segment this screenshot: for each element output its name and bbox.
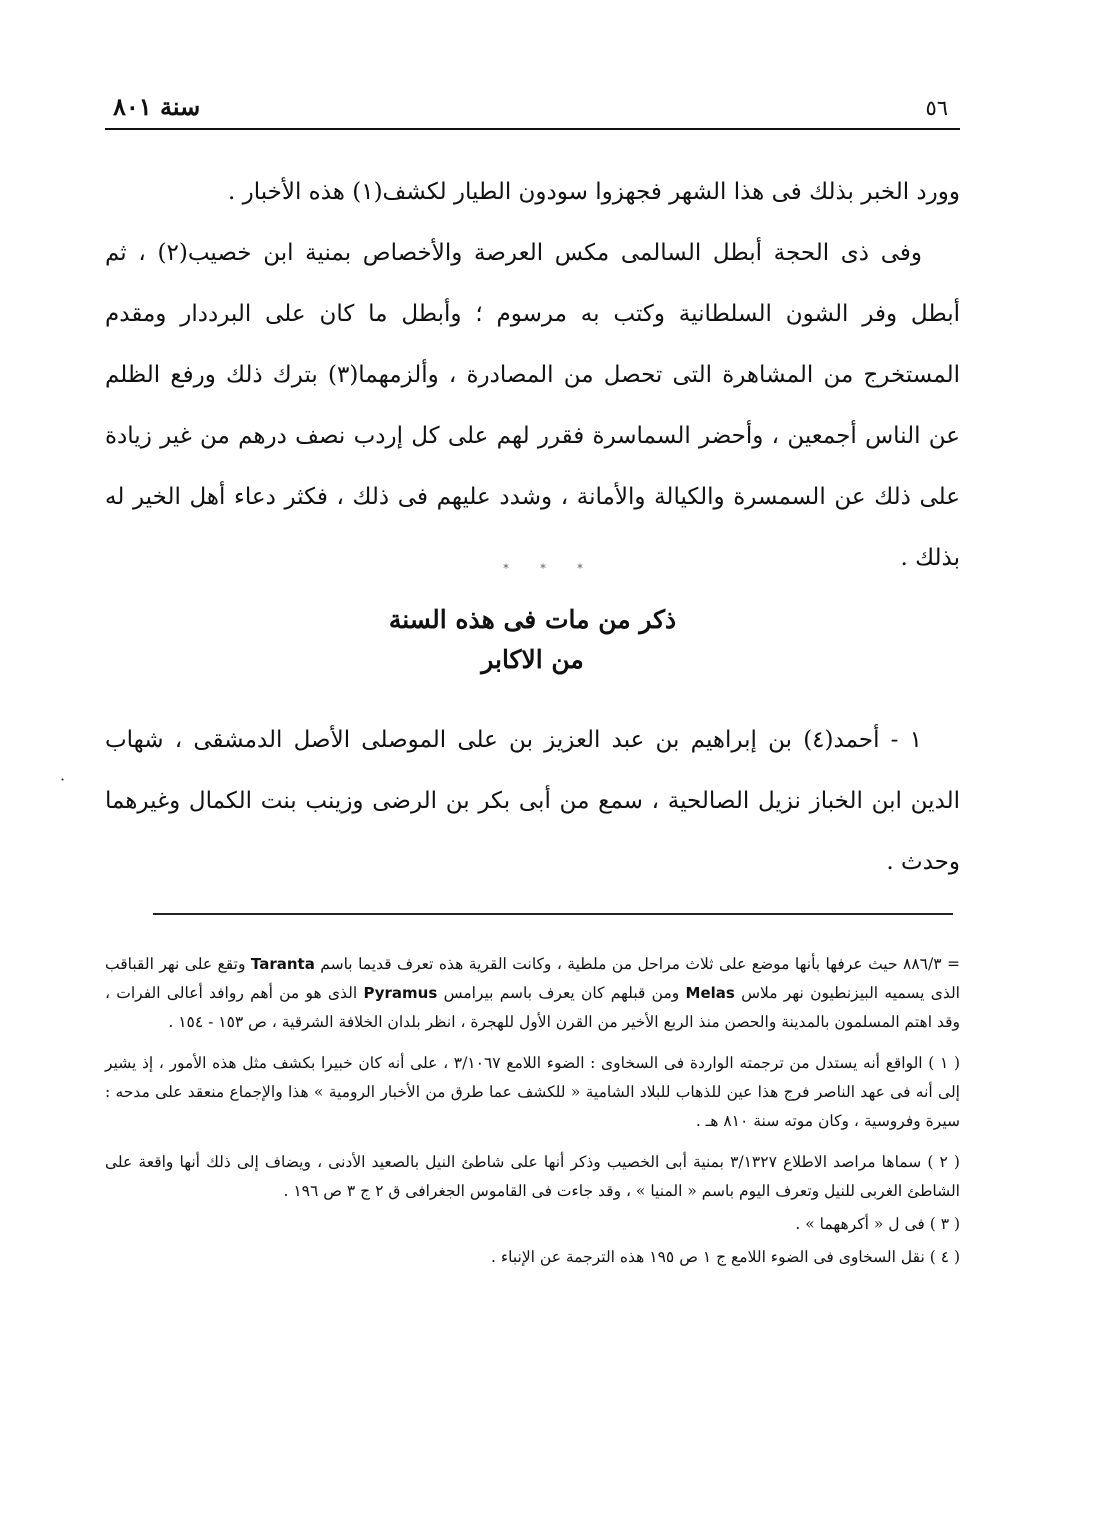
section-heading	[105, 600, 960, 680]
latin-term: Melas	[685, 984, 735, 1002]
section-divider-stars: * * *	[503, 562, 597, 575]
section-title-line: من الاكابر	[481, 645, 584, 674]
running-header	[105, 92, 948, 126]
footnote-text: ومن قبلهم كان يعرف باسم بيرامس	[443, 984, 680, 1002]
footnote: ( ٢ ) سماها مراصد الاطلاع ٣/١٣٢٧ بمنية أبى الخصيب وذكر أنها على شاطئ النيل بالصعيد الأدنى ، ويضاف إلى ذلك أنها واقعة على الشاطئ الغربى للنيل وتعرف اليوم باسم « المنيا » ، وقد جاءت فى القاموس الجغرافى ق ٢ ج ٣ ص ١٩٦ .	[105, 1153, 960, 1200]
footnote-text: الذى هو من أهم روافد أعالى الفرات ، وقد اهتم المسلمون بالمدينة والحصن منذ الربع الأخير من القرن الأول للهجرة ، انظر بلدان الخلافة الشرقية ، ص ١٥٣ - ١٥٤ .	[105, 984, 960, 1031]
footnote: ( ٤ ) نقل السخاوى فى الضوء اللامع ج ١ ص ١٩٥ هذه الترجمة عن الإنباء .	[490, 1248, 960, 1266]
footnote: ( ١ ) الواقع أنه يستدل من ترجمته الواردة فى السخاوى : الضوء اللامع ٣/١٠٦٧ ، على أنه كان خبيرا بكشف مثل هذه الأمور ، إذ يشير إلى أنه فى عهد الناصر فرج هذا عين للذهاب للبلاد الشامية « للكشف عما طرق من الأخبار الرومية » هذا والإجماع منعقد على مدحه : سيرة وفروسية ، وكان موته سنة ٨١٠ هـ .	[105, 1054, 960, 1130]
entry-text: ١ - أحمد(٤) بن إبراهيم بن عبد العزيز بن على الموصلى الأصل الدمشقى ، شهاب الدين ابن الخباز نزيل الصالحية ، سمع من أبى بكر بن الرضى وزينب بنت الكمال وغيرهما وحدث .	[105, 727, 960, 875]
obituary-entry	[105, 710, 960, 893]
footnote-rule	[153, 913, 953, 915]
latin-term: Pyramus	[363, 984, 438, 1002]
year-label: سنة ٨٠١	[113, 92, 201, 121]
margin-mark: ·	[60, 770, 66, 789]
paragraph: وورد الخبر بذلك فى هذا الشهر فجهزوا سودون الطيار لكشف(١) هذه الأخبار .	[227, 179, 960, 205]
footnote-text: وتقع على نهر القباقب الذى يسميه البيزنطيون نهر ملاس	[105, 955, 960, 1002]
footnote-text: = ٨٨٦/٣ حيث عرفها بأنها موضع على ثلاث مراحل من ملطية ، وكانت القرية هذه تعرف قديما باسم	[320, 955, 960, 973]
header-rule	[105, 128, 960, 130]
footnotes	[105, 950, 960, 1284]
main-text	[105, 162, 960, 589]
latin-term: Taranta	[250, 955, 315, 973]
section-title-line: ذكر من مات فى هذه السنة	[388, 605, 677, 634]
footnote-continued	[105, 950, 960, 1037]
paragraph: وفى ذى الحجة أبطل السالمى مكس العرصة والأخصاص بمنية ابن خصيب(٢) ، ثم أبطل وفر الشون السلطانية وكتب به مرسوم ؛ وأبطل ما كان على البرددار ومقدم المستخرج من المشاهرة التى تحصل من المصادرة ، وألزمهما(٣) بترك ذلك ورفع الظلم عن الناس أجمعين ، وأحضر السماسرة فقرر لهم على كل إردب نصف درهم من غير زيادة على ذلك عن السمسرة والكيالة والأمانة ، وشدد عليهم فى ذلك ، فكثر دعاء أهل الخير له بذلك .	[105, 240, 960, 571]
page-number: ٥٦	[925, 96, 948, 120]
footnote: ( ٣ ) فى ل « أكرههما » .	[795, 1215, 960, 1233]
